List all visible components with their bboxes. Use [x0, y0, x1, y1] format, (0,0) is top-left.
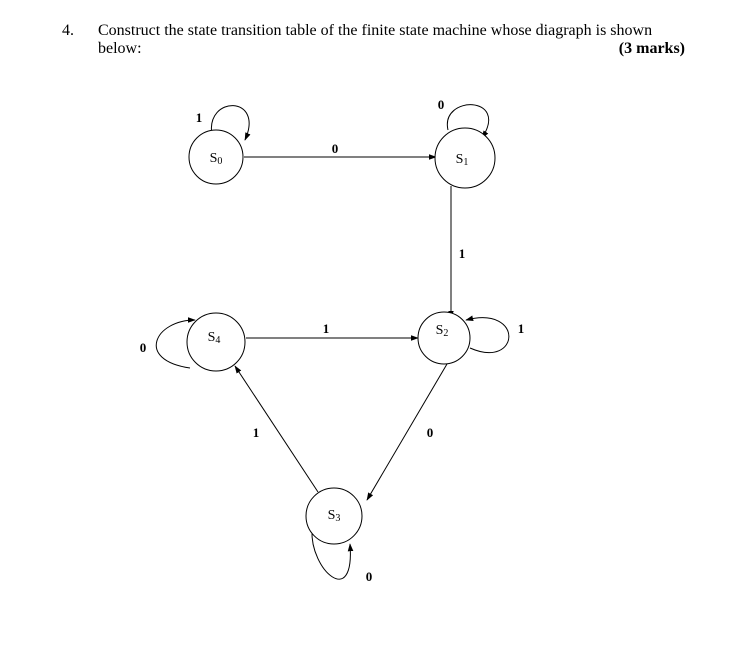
- state-s0: [189, 130, 243, 184]
- question-number: 4.: [62, 22, 74, 39]
- label-s0-s1: 0: [331, 141, 339, 156]
- state-s1-sub: 1: [463, 157, 469, 168]
- state-s0-base: S: [209, 151, 218, 166]
- state-s3: [306, 488, 362, 544]
- edge-s3-to-s4: [235, 366, 318, 492]
- state-s3-sub: 3: [335, 513, 341, 524]
- state-s2: [418, 312, 470, 364]
- label-s0-loop: 1: [195, 110, 203, 125]
- label-s2-loop: 1: [517, 321, 525, 336]
- label-s2-s3: 0: [426, 425, 434, 440]
- label-s1-s2: 1: [458, 246, 466, 261]
- state-s4: [187, 313, 245, 371]
- state-s1-base: S: [455, 152, 464, 167]
- state-s2-sub: 2: [443, 328, 449, 339]
- state-s3-base: S: [327, 508, 336, 523]
- label-s4-s2: 1: [322, 321, 330, 336]
- state-s4-base: S: [207, 330, 216, 345]
- question-text-line1: Construct the state transition table of the finite state machine whose diagraph is shown: [98, 22, 653, 39]
- state-s1: [435, 128, 495, 188]
- edge-s2-to-s3: [367, 364, 447, 500]
- loop-s2: [466, 318, 509, 353]
- label-s3-loop: 0: [365, 569, 373, 584]
- state-s0-sub: 0: [217, 156, 223, 167]
- label-s4-loop: 0: [139, 340, 147, 355]
- label-s1-loop: 0: [437, 97, 445, 112]
- state-s4-sub: 4: [215, 335, 221, 346]
- state-s2-base: S: [435, 323, 444, 338]
- label-s3-s4: 1: [252, 425, 260, 440]
- question-marks: (3 marks): [618, 40, 685, 57]
- question-text-line2: below:: [98, 40, 142, 57]
